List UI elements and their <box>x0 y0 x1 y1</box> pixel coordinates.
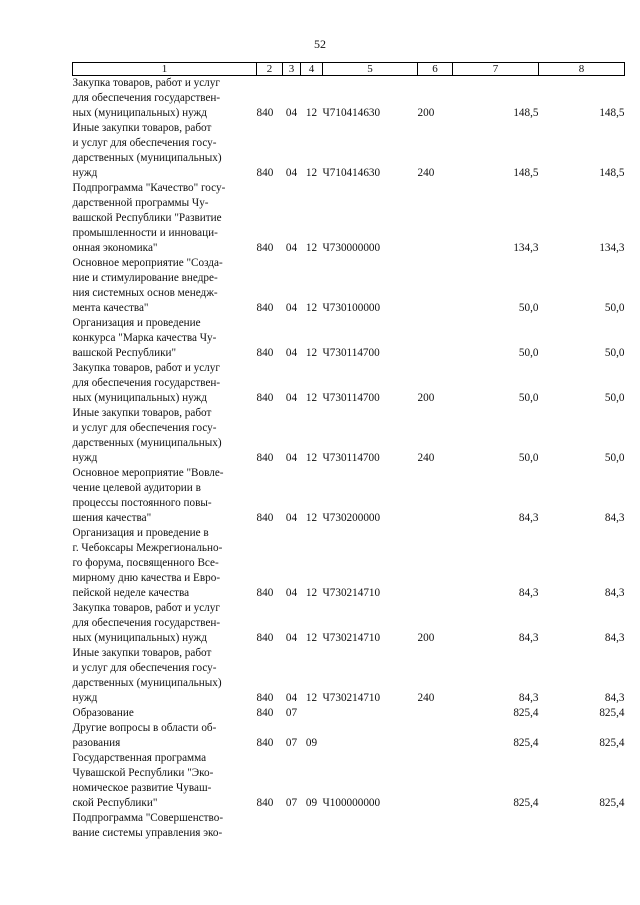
amount-year-1: 50,0 <box>518 392 539 404</box>
section-code: 04 <box>285 167 298 179</box>
amount-year-1: 84,3 <box>518 512 539 524</box>
target-article-code: Ч100000000 <box>322 797 381 809</box>
budget-table <box>72 62 625 841</box>
row-name-line: разования <box>72 737 121 749</box>
admin-code: 840 <box>256 242 274 254</box>
row-name-line: г. Чебоксары Межрегионально- <box>72 542 223 554</box>
target-article-code: Ч730214710 <box>322 632 381 644</box>
amount-year-1 <box>453 811 539 841</box>
row-name-line: Основное мероприятие "Созда- <box>72 257 223 269</box>
row-name-line: чение целевой аудитории в <box>72 482 201 494</box>
target-article-code: Ч730214710 <box>322 587 381 599</box>
row-name-line: и услуг для обеспечения госу- <box>72 422 217 434</box>
row-name-line: нужд <box>72 452 98 464</box>
expense-type-code: 200 <box>417 107 435 119</box>
row-name-line: дарственных (муниципальных) <box>72 437 222 449</box>
target-article-code: Ч730114700 <box>322 347 380 359</box>
section-code: 04 <box>285 692 298 704</box>
amount-year-1: 50,0 <box>518 302 539 314</box>
row-name-line: дарственных (муниципальных) <box>72 677 222 689</box>
admin-code: 840 <box>256 167 274 179</box>
row-name-line: для обеспечения государствен- <box>72 617 221 629</box>
subsection-code: 12 <box>305 632 318 644</box>
table-row <box>73 256 625 316</box>
row-name-line: мента качества" <box>72 302 149 314</box>
expense-type-code <box>418 316 453 361</box>
row-name-line: Государственная программа <box>72 752 207 764</box>
section-code: 04 <box>285 242 298 254</box>
row-name-line: ской Республики" <box>72 797 158 809</box>
row-name <box>73 706 257 721</box>
column-header: 5 <box>323 63 418 76</box>
subsection-code: 12 <box>305 167 318 179</box>
table-row <box>73 751 625 811</box>
amount-year-2: 148,5 <box>599 167 625 179</box>
row-name-line: конкурса "Марка качества Чу- <box>72 332 217 344</box>
row-name-line: ния системных основ менедж- <box>72 287 218 299</box>
row-name <box>73 466 257 526</box>
row-name <box>73 751 257 811</box>
column-header: 3 <box>283 63 301 76</box>
section-code: 04 <box>285 347 298 359</box>
subsection-code: 12 <box>305 392 318 404</box>
expense-type-code: 200 <box>417 632 435 644</box>
amount-year-2: 50,0 <box>604 452 625 464</box>
section-code <box>283 811 301 841</box>
target-article-code: Ч730214710 <box>322 692 381 704</box>
admin-code: 840 <box>256 797 274 809</box>
row-name-line: Иные закупки товаров, работ <box>72 122 212 134</box>
amount-year-1: 148,5 <box>513 107 539 119</box>
expense-type-code <box>418 706 453 721</box>
amount-year-1: 825,4 <box>513 707 539 719</box>
amount-year-1: 134,3 <box>513 242 539 254</box>
row-name <box>73 181 257 256</box>
row-name-line: вашской Республики" <box>72 347 177 359</box>
target-article-code <box>323 721 418 751</box>
row-name-line: ных (муниципальных) нужд <box>72 107 207 119</box>
amount-year-1: 84,3 <box>518 692 539 704</box>
table-row <box>73 181 625 256</box>
row-name-line: и услуг для обеспечения госу- <box>72 662 217 674</box>
admin-code <box>257 811 283 841</box>
subsection-code: 12 <box>305 347 318 359</box>
row-name-line: мирному дню качества и Евро- <box>72 572 221 584</box>
subsection-code: 12 <box>305 587 318 599</box>
row-name <box>73 646 257 706</box>
subsection-code: 12 <box>305 242 318 254</box>
section-code: 07 <box>285 797 298 809</box>
amount-year-2: 50,0 <box>604 347 625 359</box>
row-name <box>73 361 257 406</box>
row-name-line: для обеспечения государствен- <box>72 377 221 389</box>
table-row <box>73 406 625 466</box>
row-name-line: Подпрограмма "Качество" госу- <box>72 182 226 194</box>
amount-year-2: 84,3 <box>604 692 625 704</box>
table-row <box>73 706 625 721</box>
section-code: 04 <box>285 632 298 644</box>
row-name-line: дарственных (муниципальных) <box>72 152 222 164</box>
table-row <box>73 466 625 526</box>
page-number: 52 <box>314 37 326 51</box>
table-header <box>73 63 625 76</box>
admin-code: 840 <box>256 737 274 749</box>
row-name-line: для обеспечения государствен- <box>72 92 221 104</box>
admin-code: 840 <box>256 302 274 314</box>
table-row <box>73 811 625 841</box>
row-name-line: дарственной программы Чу- <box>72 197 209 209</box>
row-name <box>73 406 257 466</box>
section-code: 04 <box>285 512 298 524</box>
target-article-code: Ч730114700 <box>322 392 380 404</box>
admin-code: 840 <box>256 692 274 704</box>
amount-year-2: 84,3 <box>604 632 625 644</box>
target-article-code: Ч710414630 <box>322 107 381 119</box>
amount-year-1: 50,0 <box>518 347 539 359</box>
column-header: 1 <box>73 63 257 76</box>
row-name-line: нужд <box>72 692 98 704</box>
row-name-line: Подпрограмма "Совершенство- <box>72 812 224 824</box>
admin-code: 840 <box>256 512 274 524</box>
amount-year-2: 84,3 <box>604 587 625 599</box>
section-code: 04 <box>285 452 298 464</box>
column-header: 2 <box>257 63 283 76</box>
target-article-code: Ч730000000 <box>322 242 381 254</box>
table-row <box>73 76 625 122</box>
table-row <box>73 646 625 706</box>
column-header: 4 <box>301 63 323 76</box>
expense-type-code: 240 <box>417 167 435 179</box>
row-name <box>73 316 257 361</box>
row-name-line: шения качества" <box>72 512 152 524</box>
row-name-line: Закупка товаров, работ и услуг <box>72 602 220 614</box>
section-code: 04 <box>285 392 298 404</box>
expense-type-code <box>418 256 453 316</box>
expense-type-code <box>418 751 453 811</box>
subsection-code: 12 <box>305 692 318 704</box>
section-code: 07 <box>285 707 298 719</box>
subsection-code: 12 <box>305 107 318 119</box>
row-name <box>73 811 257 841</box>
row-name-line: Образование <box>72 707 134 719</box>
table-row <box>73 361 625 406</box>
amount-year-2 <box>539 811 625 841</box>
row-name <box>73 721 257 751</box>
row-name <box>73 121 257 181</box>
row-name-line: нужд <box>72 167 98 179</box>
row-name-line: пейской неделе качества <box>72 587 190 599</box>
table-row <box>73 601 625 646</box>
row-name-line: процессы постоянного повы- <box>72 497 212 509</box>
row-name <box>73 256 257 316</box>
amount-year-2: 50,0 <box>604 392 625 404</box>
expense-type-code: 240 <box>417 692 435 704</box>
admin-code: 840 <box>256 632 274 644</box>
row-name-line: ных (муниципальных) нужд <box>72 632 207 644</box>
target-article-code <box>323 811 418 841</box>
amount-year-2: 134,3 <box>599 242 625 254</box>
row-name-line: Иные закупки товаров, работ <box>72 407 212 419</box>
admin-code: 840 <box>256 707 274 719</box>
subsection-code: 12 <box>305 452 318 464</box>
admin-code: 840 <box>256 452 274 464</box>
section-code: 04 <box>285 107 298 119</box>
target-article-code <box>323 706 418 721</box>
admin-code: 840 <box>256 587 274 599</box>
row-name-line: вашской Республики "Развитие <box>72 212 222 224</box>
expense-type-code <box>418 811 453 841</box>
amount-year-2: 825,4 <box>599 797 625 809</box>
row-name-line: Основное мероприятие "Вовле- <box>72 467 224 479</box>
subsection-code <box>301 811 323 841</box>
amount-year-1: 825,4 <box>513 737 539 749</box>
row-name-line: вание системы управления эко- <box>72 827 223 839</box>
target-article-code: Ч730100000 <box>322 302 381 314</box>
row-name-line: и услуг для обеспечения госу- <box>72 137 217 149</box>
amount-year-1: 50,0 <box>518 452 539 464</box>
row-name-line: промышленности и инноваци- <box>72 227 218 239</box>
row-name-line: Организация и проведение в <box>72 527 209 539</box>
target-article-code: Ч730200000 <box>322 512 381 524</box>
row-name-line: Организация и проведение <box>72 317 201 329</box>
expense-type-code <box>418 181 453 256</box>
row-name-line: Закупка товаров, работ и услуг <box>72 362 220 374</box>
subsection-code: 09 <box>305 737 318 749</box>
expense-type-code <box>418 721 453 751</box>
expense-type-code: 240 <box>417 452 435 464</box>
row-name <box>73 76 257 122</box>
column-header: 7 <box>453 63 539 76</box>
table-row <box>73 121 625 181</box>
subsection-code: 12 <box>305 302 318 314</box>
section-code: 04 <box>285 587 298 599</box>
table-row <box>73 526 625 601</box>
row-name-line: Чувашской Республики "Эко- <box>72 767 214 779</box>
amount-year-1: 84,3 <box>518 587 539 599</box>
row-name-line: Другие вопросы в области об- <box>72 722 217 734</box>
row-name-line: ние и стимулирование внедре- <box>72 272 218 284</box>
expense-type-code: 200 <box>417 392 435 404</box>
admin-code: 840 <box>256 392 274 404</box>
row-name-line: ных (муниципальных) нужд <box>72 392 207 404</box>
section-code: 04 <box>285 302 298 314</box>
table-row <box>73 721 625 751</box>
row-name <box>73 601 257 646</box>
row-name <box>73 526 257 601</box>
subsection-code: 12 <box>305 512 318 524</box>
row-name-line: Закупка товаров, работ и услуг <box>72 77 220 89</box>
amount-year-2: 84,3 <box>604 512 625 524</box>
table-body <box>73 76 625 842</box>
amount-year-1: 825,4 <box>513 797 539 809</box>
amount-year-1: 148,5 <box>513 167 539 179</box>
target-article-code: Ч730114700 <box>322 452 380 464</box>
column-header: 6 <box>418 63 453 76</box>
amount-year-2: 825,4 <box>599 707 625 719</box>
column-header: 8 <box>539 63 625 76</box>
amount-year-2: 50,0 <box>604 302 625 314</box>
amount-year-2: 825,4 <box>599 737 625 749</box>
section-code: 07 <box>285 737 298 749</box>
amount-year-1: 84,3 <box>518 632 539 644</box>
admin-code: 840 <box>256 107 274 119</box>
amount-year-2: 148,5 <box>599 107 625 119</box>
row-name-line: номическое развитие Чуваш- <box>72 782 212 794</box>
admin-code: 840 <box>256 347 274 359</box>
expense-type-code <box>418 466 453 526</box>
row-name-line: Иные закупки товаров, работ <box>72 647 212 659</box>
table-row <box>73 316 625 361</box>
target-article-code: Ч710414630 <box>322 167 381 179</box>
expense-type-code <box>418 526 453 601</box>
subsection-code: 09 <box>305 797 318 809</box>
row-name-line: го форума, посвященного Все- <box>72 557 219 569</box>
row-name-line: онная экономика" <box>72 242 158 254</box>
subsection-code <box>301 706 323 721</box>
